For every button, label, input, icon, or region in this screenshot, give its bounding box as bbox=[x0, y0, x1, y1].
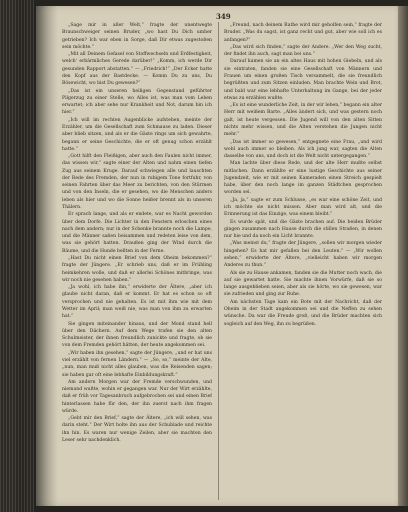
paragraph: „Es ist eine wunderliche Zeit, in der wir leben,“ begann ein alter Herr mit weißem Barte. „Alles ändert sich, und was gestern noch galt, ist heute vergessen. Die Jugend will von den alten Sitten nichts mehr wissen, und die Alten verstehen die Jungen nicht mehr.“ bbox=[224, 103, 382, 138]
paragraph: „Das ist ein unseren heiligen Gegenstand geführter Pilgerzug zu einer Stelle, wo Alles ist, was man vom Leben erwartet; ich aber sehe nur Krankheit und Not, darum bin ich hier.“ bbox=[62, 88, 212, 116]
paragraph: „Ja wohl, ich habe ihn,“ erwiderte der Ältere, „aber ich glaube nicht daran, daß er kommt. Er hat es schon so oft versprochen und nie gehalten. Es ist mit ihm wie mit dem Wetter im April; man weiß nie, was man von ihm zu erwarten hat.“ bbox=[62, 285, 212, 320]
paragraph: „Was meinst du,“ fragte der Jüngere, „sollen wir morgen wieder hingehen? Es hat mir gefallen bei den Leuten.“ — „Wir wollen sehen,“ erwiderte der Ältere, „vielleicht haben wir morgen Anderes zu thun.“ bbox=[224, 241, 382, 269]
paragraph: „Das ist immer so gewesen,“ entgegnete eine Frau, „und wird wohl auch immer so bleiben. Als ich jung war, sagten die Alten dasselbe von uns, und doch ist die Welt nicht untergegangen.“ bbox=[224, 139, 382, 160]
paragraph: „Ja, ja,“ sagte er zum Schlusse, „es war eine schöne Zeit, und ich möchte sie nicht missen. Aber man wird alt, und die Erinnerung ist das Einzige, was einem bleibt.“ bbox=[224, 197, 382, 218]
paragraph: Darauf kamen sie an ein altes Haus mit hohen Giebeln, und als sie eintraten, fanden sie eine Gesellschaft von Männern und Frauen um einen großen Tisch versammelt, die sie freundlich begrüßten und zum Sitzen einluden. Man brachte Wein und Brot, und bald war eine lebhafte Unterhaltung im Gange, bei der jeder etwas zu erzählen wußte. bbox=[224, 59, 382, 101]
paragraph: „Mit all Deinem Gefasel von Stoffwechseln und Erdfestigkeit, welch' erbärmliches Gerede darüber!“ „Komm, ich werde Dir gesunden Rapport abstatten.“ — „Friedrich!“ „Der Ecker hatte den Kopf aus der Bastdecke. — Komm Du zu uns, Du Bösewicht, wo bist Du gewesen?“ bbox=[62, 52, 212, 87]
left-text-column bbox=[62, 22, 212, 500]
paragraph: Man lachte über diese Rede, und der alte Herr mußte selbst mitlachen. Dann erzählte er eine lustige Geschichte aus seiner Jugendzeit, wie er mit seinen Kameraden einen Streich gespielt habe, über den noch lange im ganzen Städtchen gesprochen worden sei. bbox=[224, 161, 382, 196]
paragraph: Als sie zu Hause ankamen, fanden sie die Mutter noch wach, die auf sie gewartet hatte. Sie machte ihnen Vorwürfe, daß sie so lange ausgeblieben seien, aber als sie hörte, wo sie gewesen, war sie zufrieden und ging zur Ruhe. bbox=[224, 270, 382, 298]
paragraph: „Wir haben ihn gesehen,“ sagte der Jüngere, „und er hat uns viel erzählt von fernen Ländern.“ — „So, so,“ meinte der Alte, „nun, man muß nicht alles glauben, was die Reisenden sagen; sie haben gar oft eine lebhafte Einbildungskraft.“ bbox=[62, 350, 212, 378]
paragraph: „Hast Du nicht einen Brief von dem Oheim bekommen?“ fragte der Jüngere. „Er schrieb uns, daß er im Frühling heimkehren wolle, und daß er allerlei Schönes mitbringe, was wir noch nie gesehen haben.“ bbox=[62, 256, 212, 283]
column-divider bbox=[218, 22, 219, 500]
left-page-edge bbox=[0, 0, 34, 512]
paragraph: Am andern Morgen war der Fremde verschwunden, und niemand wußte, wohin er gegangen war. Nur der Wirt erzählte, daß er früh vor Tagesanbruch aufgebrochen sei und einen Brief hinterlassen habe für den, der ihn zuerst nach ihm fragen würde. bbox=[62, 379, 212, 414]
right-page-edge bbox=[398, 6, 408, 506]
paragraph: „Gott hilft den Fleißigen, aber auch den Faulen nicht immer, das wissen wir,“ sagte einer der Alten und nahm einen tiefen Zug aus seinem Kruge. Darauf schwiegen alle und lauschten der Rede des Fremden, der nun in ruhigem Tone fortfuhr, von seinen Fahrten über das Meer zu berichten, von den Stürmen und von den Inseln, die er gesehen, wo die Menschen anders leben als hier und wo die Sonne heißer brennt als in unseren Thälern. bbox=[62, 154, 212, 211]
paragraph: Er sprach lange, und als er endete, war es Nacht geworden über dem Dorfe. Die Lichter in den Fenstern erloschen eines nach dem andern; nur in der Schenke brannte noch die Lampe, und die Männer saßen beisammen und redeten leise von dem, was sie gehört hatten. Draußen ging der Wind durch die Bäume, und die Hunde bellten in der Ferne. bbox=[62, 212, 212, 254]
paragraph: „Ich will im rechten Augenblicke aufstehen, meinte der Erzähler, um die Gesellschaft zum Schmause zu laden. Dieser aber blieb sitzen, und als er die Gäste rings um sich gewahrte, begann er seine Geschichte, die er oft genug schon erzählt hatte.“ bbox=[62, 117, 212, 152]
page-number: 349 bbox=[216, 12, 231, 21]
right-text-column bbox=[224, 22, 382, 500]
paragraph: „Gebt mir den Brief,“ sagte der Ältere, „ich will sehen, was darin steht.“ Der Wirt holte ihn aus der Schublade und reichte ihn hin. Es waren nur wenige Zeilen, aber sie machten den Leser sehr nachdenklich. bbox=[62, 416, 212, 444]
paragraph: Es wurde spät, und die Gäste brachen auf. Die beiden Brüder gingen zusammen nach Hause durch die stillen Straßen, in denen nur hie und da noch ein Licht brannte. bbox=[224, 219, 382, 240]
paragraph: „Das wird sich finden,“ sagte der Andere. „Wer den Weg sucht, der findet ihn auch, sagt man bei uns.“ bbox=[224, 44, 382, 58]
paragraph: „Freund, nach deinem Rathe wird mir geholfen sein,“ fragte der Bruder. „Was du sagst, ist ganz recht und gut, aber wie soll ich es anfangen?“ bbox=[224, 23, 382, 43]
paragraph: Sie gingen miteinander hinaus, und der Mond stand hell über den Dächern. Auf dem Wege trafen sie den alten Schulmeister, der ihnen freundlich zunickte und fragte, ob sie von dem Fremden gehört hätten, der heute angekommen sei. bbox=[62, 321, 212, 349]
paragraph: „Sage mir in aller Welt,“ fragte der unentwegte Braunschweiger seinen Bruder, „wo hast Du Dich umher getrieben? Ich war eben in Sorge, daß Dir etwas zugestoßen sein möchte.“ bbox=[62, 23, 212, 50]
gutter-shadow bbox=[36, 6, 58, 506]
paragraph: Am nächsten Tage kam ein Bote mit der Nachricht, daß der Oheim in der Stadt angekommen sei und die Neffen zu sehen wünsche. Da war die Freude groß, und die Brüder machten sich sogleich auf den Weg, ihn zu begrüßen. bbox=[224, 299, 382, 327]
